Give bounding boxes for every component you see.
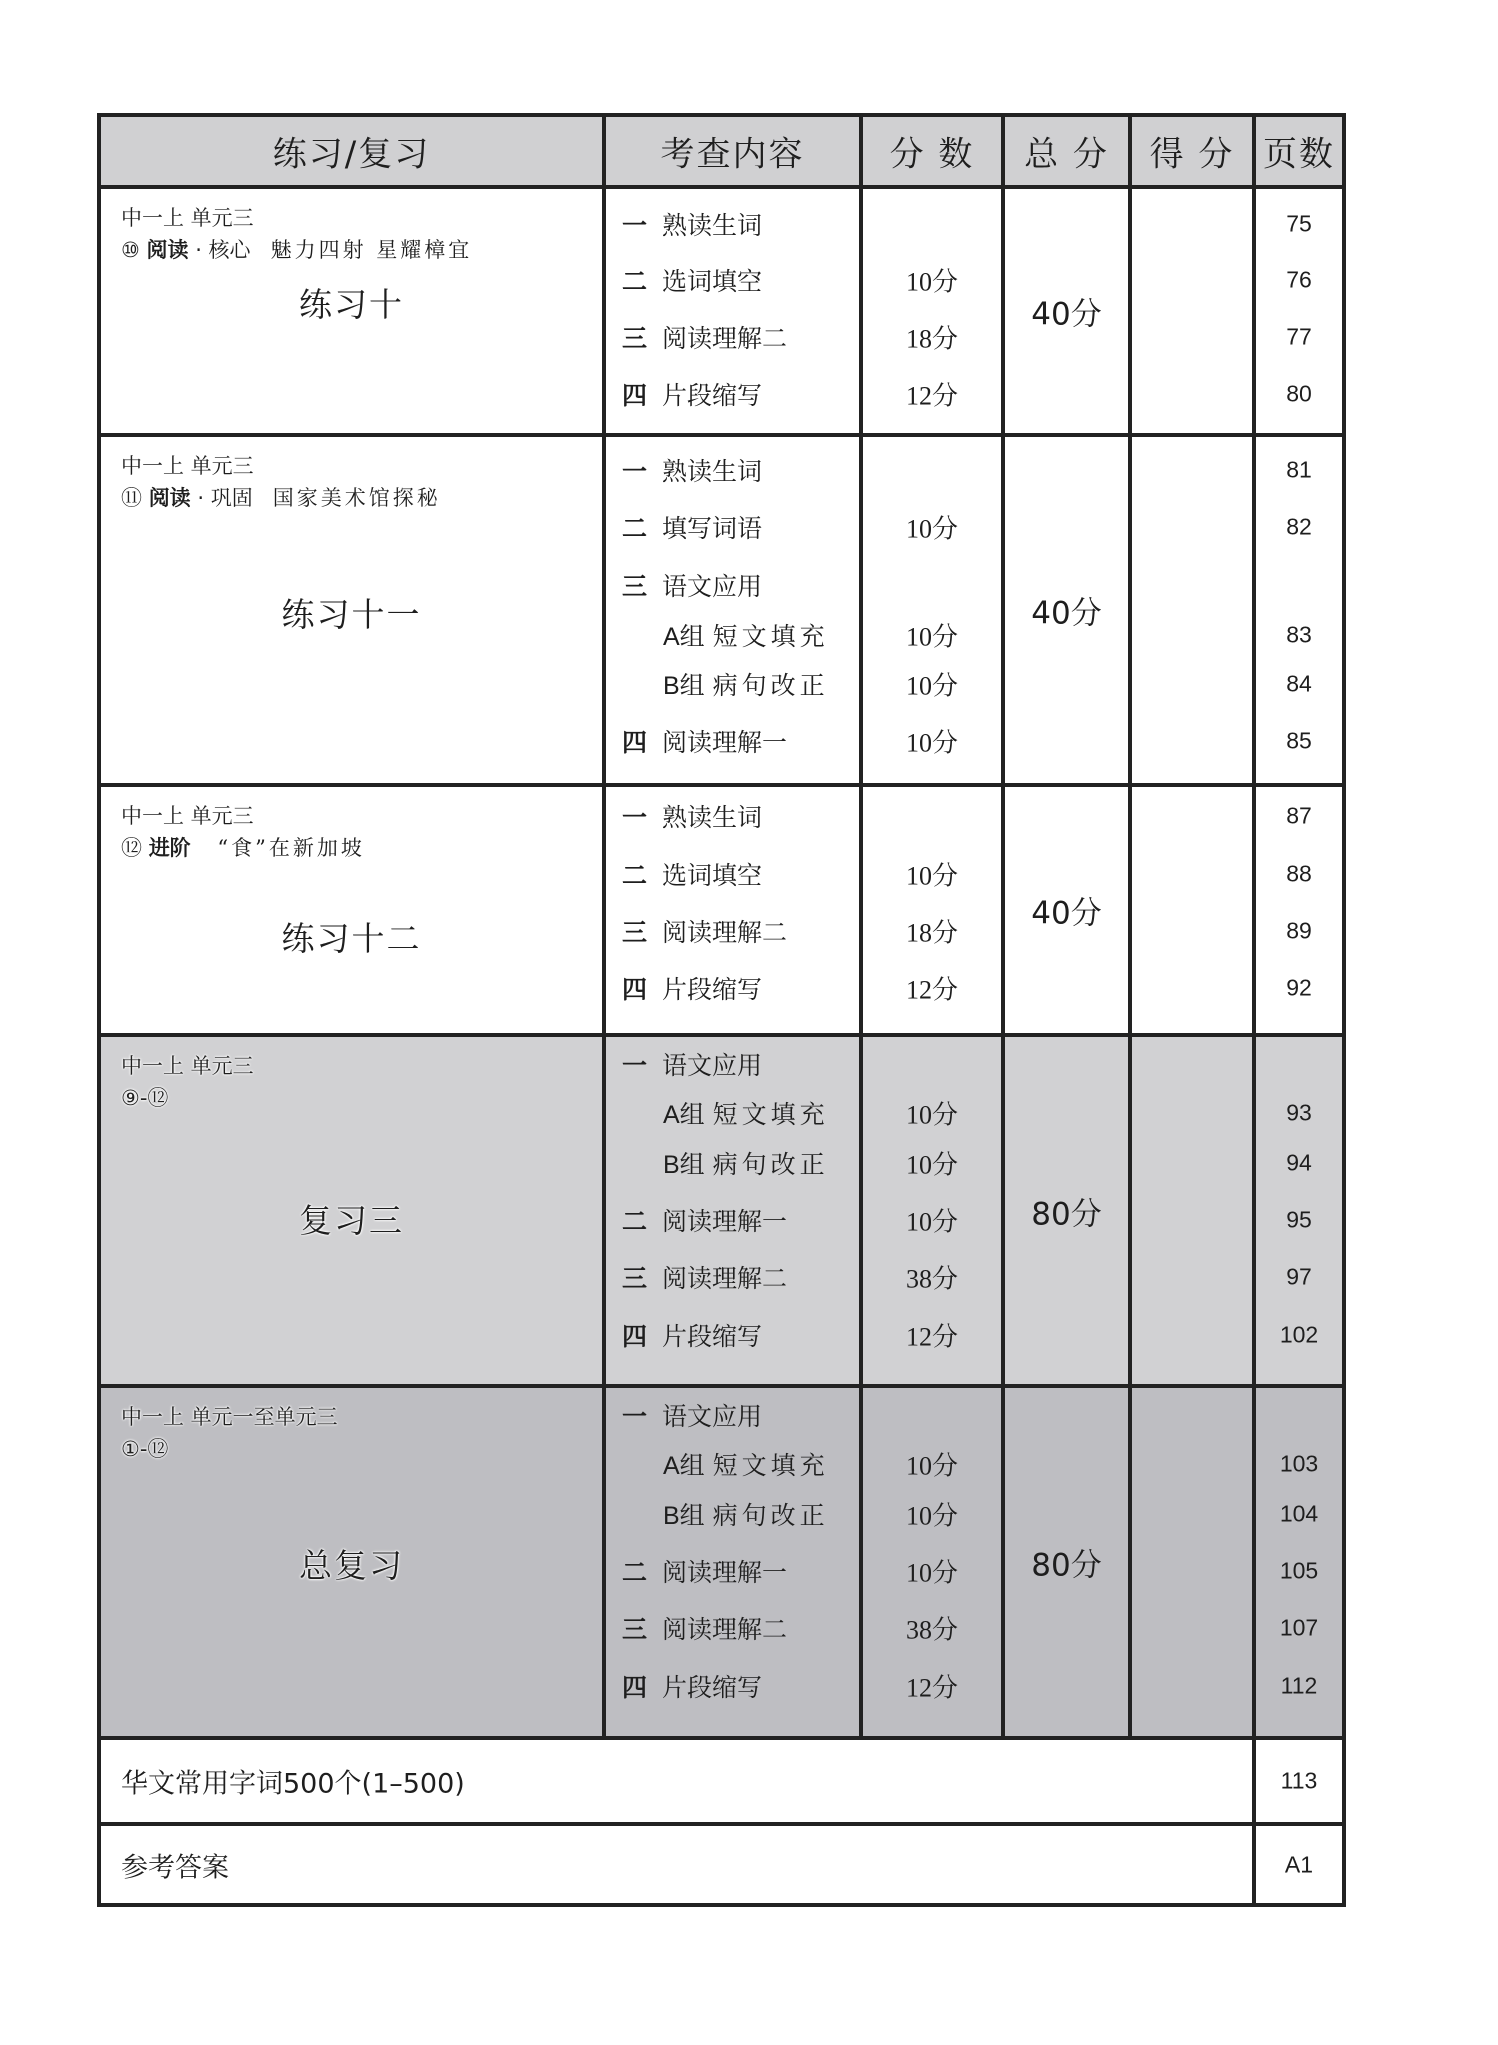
appendix-label-cell [101,1826,1256,1903]
lesson-label [121,483,441,513]
content-item [622,1610,787,1646]
content-subitem [663,1446,829,1482]
lesson-type: 进阶 [148,836,191,860]
content-subitem [663,1095,829,1131]
group-label: A组 [663,1101,705,1129]
item-number: 三 [622,572,648,601]
content-subitem [663,666,829,702]
page-number: 95 [1286,1206,1312,1233]
unit-label: 中一上 单元三 [121,804,254,828]
page-number: 81 [1286,456,1312,483]
total-cell [1005,787,1132,1033]
appendix-label-cell [101,1740,1256,1822]
table-row [101,189,1342,437]
item-number: 一 [622,1051,648,1080]
page-number: 82 [1286,513,1312,540]
contents-table [97,113,1346,1907]
score-cell [863,787,1005,1033]
content-cell [606,437,863,783]
lesson-range: ①-⑫ [121,1437,169,1461]
item-score: 10分 [905,1501,958,1531]
content-subitem [663,1496,829,1532]
content-cell [606,787,863,1033]
score-cell [863,437,1005,783]
item-label: 熟读生词 [662,211,763,240]
item-label: 阅读理解一 [662,1207,788,1236]
header-score-label: 分 数 [889,134,975,175]
header-total-label: 总 分 [1024,134,1109,175]
item-label: 病句改正 [712,671,829,700]
page-number: 87 [1286,802,1312,829]
item-label: 语文应用 [662,1402,763,1431]
exercise-title: 练习十一 [281,595,422,634]
item-number: 四 [622,975,648,1004]
page-number: 113 [1280,1767,1318,1794]
item-score: 10分 [905,671,958,701]
page-number: 80 [1286,380,1312,407]
item-score: 38分 [905,1264,958,1294]
table-row-final-review [101,1388,1342,1740]
item-score: 18分 [905,324,958,354]
item-label: 阅读理解二 [662,1264,788,1293]
earned-cell[interactable] [1132,787,1256,1033]
exercise-cell [101,189,606,433]
header-earned-label: 得 分 [1149,134,1235,175]
table-header [101,117,1342,189]
unit-label: 中一上 单元三 [121,454,254,478]
score-cell [863,1037,1005,1384]
total-cell [1005,1388,1132,1736]
unit-label: 中一上 单元三 [121,1054,254,1078]
content-item [622,567,762,603]
earned-cell[interactable] [1132,1037,1256,1384]
content-subitem [663,1145,829,1181]
unit-label: 中一上 单元三 [121,206,254,230]
item-score: 10分 [905,267,958,297]
item-label: 熟读生词 [662,457,763,486]
item-number: 三 [622,1264,648,1293]
item-number: 一 [622,211,648,240]
item-number: 二 [622,861,648,890]
exercise-cell [101,1388,606,1736]
unit-label: 中一上 单元一至单元三 [121,1405,338,1429]
lesson-topic: 国家美术馆探秘 [272,486,441,510]
item-label: 短文填充 [712,1100,829,1129]
item-label: 短文填充 [712,1451,829,1480]
lesson-level: · 核心 [188,238,251,262]
content-item [622,1202,787,1238]
item-number: 三 [622,324,648,353]
item-label: 病句改正 [712,1501,829,1530]
page-number: 84 [1286,670,1312,697]
content-item [622,376,762,412]
item-score: 10分 [905,1451,958,1481]
content-item [622,1317,762,1353]
appendix-row-answers[interactable] [101,1826,1342,1903]
page-cell [1256,1388,1342,1736]
page-number: 105 [1279,1557,1319,1584]
page-number: 104 [1279,1500,1319,1527]
item-label: 片段缩写 [662,1322,763,1351]
group-label: B组 [663,1502,705,1530]
item-number: 四 [622,728,648,757]
header-content-label: 考查内容 [660,134,805,175]
item-label: 阅读理解一 [662,1558,788,1587]
group-label: B组 [663,672,705,700]
lesson-label [121,235,472,265]
appendix-label: 参考答案 [121,1852,229,1883]
item-score: 12分 [905,1322,958,1352]
page-cell [1256,1037,1342,1384]
earned-cell[interactable] [1132,437,1256,783]
item-label: 病句改正 [712,1150,829,1179]
item-score: 10分 [905,514,958,544]
item-score: 10分 [905,1207,958,1237]
total-score: 80分 [1031,1196,1102,1232]
page-cell [1256,1826,1342,1903]
item-label: 熟读生词 [662,803,763,832]
item-number: 四 [622,1322,648,1351]
item-label: 短文填充 [712,622,829,651]
lesson-topic: “食”在新加坡 [217,836,365,860]
item-number: 一 [622,803,648,832]
page-cell [1256,189,1342,433]
content-cell [606,189,863,433]
content-item [622,798,762,834]
content-item [622,1397,762,1433]
item-number: 四 [622,381,648,410]
item-score: 38分 [905,1615,958,1645]
header-exercise [101,117,606,185]
earned-cell[interactable] [1132,189,1256,433]
item-number: 三 [622,918,648,947]
appendix-row-wordlist[interactable] [101,1740,1342,1826]
total-cell [1005,1037,1132,1384]
table-row [101,437,1342,787]
score-cell [863,1388,1005,1736]
group-label: A组 [663,623,705,651]
item-number: 二 [622,1207,648,1236]
content-item [622,1046,762,1082]
item-score: 12分 [905,975,958,1005]
item-label: 阅读理解二 [662,1615,788,1644]
item-number: 一 [622,1402,648,1431]
total-score: 40分 [1031,895,1102,932]
lesson-number: ⑪ [121,486,142,510]
item-label: 选词填空 [662,267,763,296]
total-score: 40分 [1031,296,1102,333]
page-cell [1256,787,1342,1033]
content-cell [606,1037,863,1384]
content-item [622,262,762,298]
page-number: 94 [1286,1149,1312,1176]
content-item [622,452,762,488]
item-score: 10分 [905,861,958,891]
page-number: 112 [1280,1672,1318,1699]
page-number: 77 [1286,323,1312,350]
page-number: A1 [1284,1851,1314,1877]
header-score [863,117,1005,185]
page-number: 88 [1286,860,1312,887]
item-score: 12分 [905,1673,958,1703]
exercise-title: 练习十二 [281,919,422,958]
lesson-type: 阅读 [148,486,191,510]
page-number: 89 [1286,917,1312,944]
exercise-cell [101,1037,606,1384]
exercise-cell [101,437,606,783]
item-label: 语文应用 [662,572,763,601]
total-cell [1005,189,1132,433]
item-score: 10分 [905,1100,958,1130]
header-exercise-label: 练习/复习 [272,134,431,175]
header-page [1256,117,1342,185]
item-score: 10分 [905,1150,958,1180]
page-number: 83 [1286,621,1312,648]
item-label: 片段缩写 [662,1673,763,1702]
total-cell [1005,437,1132,783]
appendix-label: 华文常用字词500个(1–500) [121,1768,465,1800]
item-score: 18分 [905,918,958,948]
item-label: 语文应用 [662,1051,763,1080]
page-number: 92 [1286,974,1312,1001]
content-item [622,856,762,892]
exercise-title: 总复习 [299,1546,404,1585]
page-number: 97 [1286,1263,1312,1290]
page-number: 85 [1286,727,1312,754]
item-number: 二 [622,1558,648,1587]
item-number: 二 [622,267,648,296]
item-label: 阅读理解二 [662,918,788,947]
page-number: 103 [1279,1450,1319,1477]
lesson-number: ⑩ [121,238,140,262]
total-score: 80分 [1031,1547,1102,1584]
page-number: 76 [1286,266,1312,293]
group-label: B组 [663,1151,705,1179]
lesson-number: ⑫ [121,836,142,860]
table-row-review [101,1037,1342,1388]
item-score: 10分 [905,728,958,758]
content-item [622,913,787,949]
content-item [622,970,762,1006]
item-number: 二 [622,514,648,543]
item-number: 四 [622,1673,648,1702]
item-score: 10分 [905,622,958,652]
header-page-label: 页数 [1263,134,1335,175]
item-label: 填写词语 [662,514,763,543]
item-label: 阅读理解一 [662,728,788,757]
lesson-label [121,833,365,863]
lesson-type: 阅读 [146,238,189,262]
exercise-title: 复习三 [299,1201,404,1240]
item-score: 10分 [905,1558,958,1588]
score-cell [863,189,1005,433]
header-earned [1132,117,1256,185]
content-cell [606,1388,863,1736]
header-content [606,117,863,185]
lesson-topic: 魅力四射 星耀樟宜 [270,238,473,262]
item-label: 片段缩写 [662,381,763,410]
content-item [622,509,762,545]
item-label: 阅读理解二 [662,324,788,353]
page-number: 107 [1279,1614,1319,1641]
exercise-title: 练习十 [299,285,404,324]
content-item [622,1553,787,1589]
content-item [622,723,787,759]
page-cell [1256,437,1342,783]
item-number: 一 [622,457,648,486]
total-score: 40分 [1031,595,1102,632]
content-item [622,319,787,355]
content-item [622,206,762,242]
content-item [622,1259,787,1295]
content-item [622,1668,762,1704]
item-number: 三 [622,1615,648,1644]
page-number: 75 [1286,210,1312,237]
group-label: A组 [663,1452,705,1480]
earned-cell[interactable] [1132,1388,1256,1736]
content-subitem [663,617,829,653]
item-score: 12分 [905,381,958,411]
lesson-level: · 巩固 [190,486,253,510]
header-total [1005,117,1132,185]
item-label: 选词填空 [662,861,763,890]
page-cell [1256,1740,1342,1822]
exercise-cell [101,787,606,1033]
page-number: 102 [1279,1321,1319,1348]
item-label: 片段缩写 [662,975,763,1004]
table-row [101,787,1342,1037]
lesson-range: ⑨-⑫ [121,1086,169,1110]
page-number: 93 [1286,1099,1312,1126]
